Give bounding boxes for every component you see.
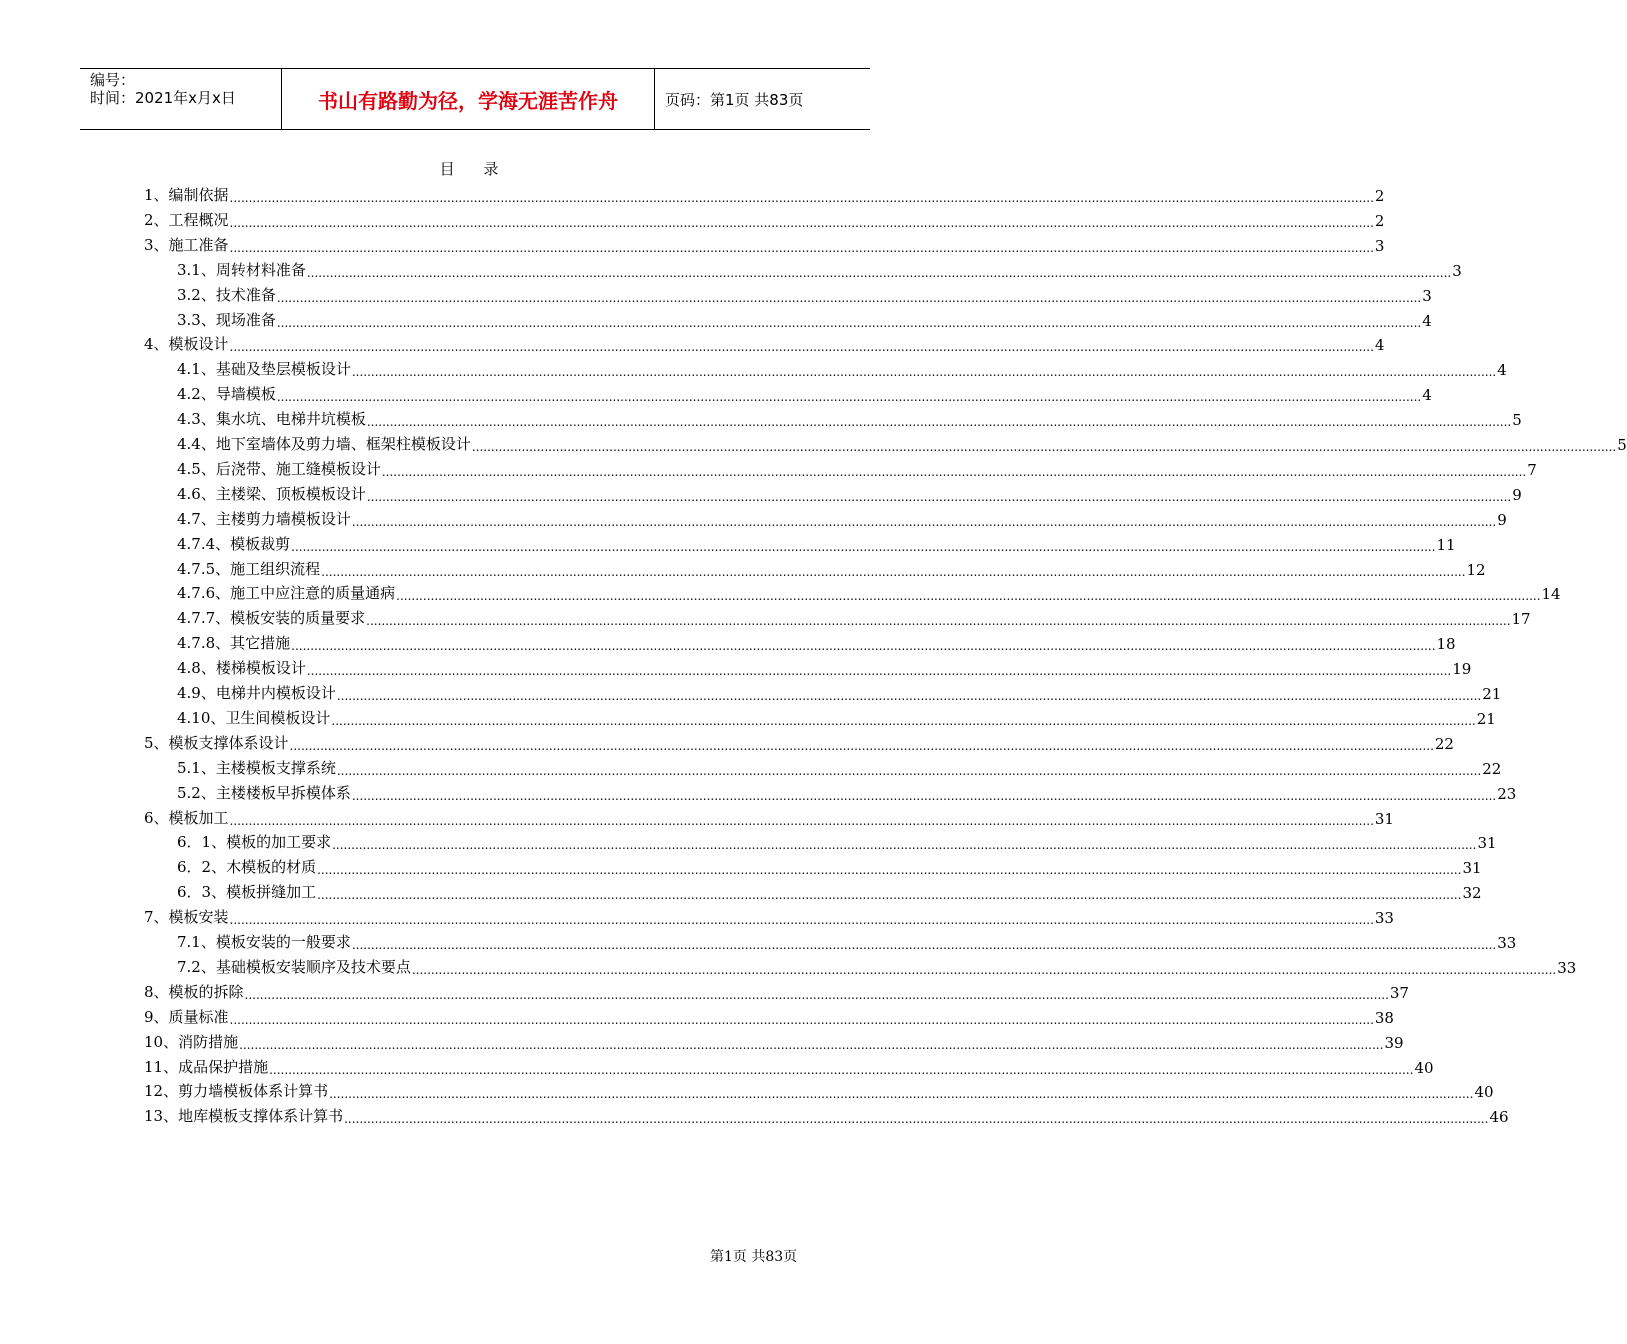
toc-entry-page: 46 — [1489, 1108, 1509, 1127]
toc-entry-page: 4 — [1497, 361, 1507, 380]
toc-entry-page: 31 — [1374, 809, 1394, 828]
toc-entry[interactable] — [177, 704, 1496, 728]
toc-entry[interactable] — [144, 231, 1385, 255]
toc-entry-page: 22 — [1434, 734, 1454, 753]
toc-entry[interactable] — [144, 330, 1385, 355]
toc-entry[interactable] — [177, 878, 1482, 903]
toc-entry-page: 3 — [1422, 286, 1432, 305]
toc-entry[interactable] — [177, 953, 1577, 977]
toc-entry-label: 7、模板安装 — [144, 908, 229, 927]
toc-entry[interactable] — [177, 679, 1502, 703]
toc-leader-dots: ............................................................................................................................................................................................................................................................................................................ — [317, 863, 1462, 878]
toc-entry-label: 12、剪力墙模板体系计算书 — [144, 1082, 329, 1101]
toc-entry[interactable] — [144, 804, 1394, 828]
toc-leader-dots: ............................................................................................................................................................................................................................................................................................................ — [344, 1112, 1489, 1127]
toc-leader-dots: ............................................................................................................................................................................................................................................................................................................ — [351, 788, 1497, 803]
toc-entry-page: 39 — [1384, 1033, 1404, 1052]
toc-title: 目 录 — [439, 160, 511, 178]
toc-leader-dots: ............................................................................................................................................................................................................................................................................................................ — [229, 240, 1374, 255]
toc-entry-page: 21 — [1482, 685, 1502, 703]
toc-entry-label: 11、成品保护措施 — [144, 1057, 269, 1076]
toc-entry-page: 12 — [1466, 560, 1486, 579]
toc-entry-label: 3.3、现场准备 — [177, 310, 276, 329]
toc-leader-dots: ............................................................................................................................................................................................................................................................................................................ — [291, 639, 1436, 654]
toc-entry[interactable] — [177, 579, 1561, 604]
toc-leader-dots: ............................................................................................................................................................................................................................................................................................................ — [276, 390, 1422, 405]
toc-entry-label: 3.1、周转材料准备 — [177, 260, 306, 279]
toc-entry-page: 3 — [1452, 261, 1462, 280]
toc-entry-label: 6、模板加工 — [144, 808, 229, 827]
toc-leader-dots: ............................................................................................................................................................................................................................................................................................................ — [306, 265, 1452, 280]
toc-leader-dots: ............................................................................................................................................................................................................................................................................................................ — [306, 664, 1452, 679]
toc-entry[interactable] — [144, 1003, 1394, 1027]
toc-entry-label: 5.1、主楼模板支撑系统 — [177, 758, 336, 777]
toc-entry[interactable] — [177, 455, 1537, 479]
document-time-label: 时间：2021年x月x日 — [90, 89, 236, 107]
toc-entry-page: 9 — [1512, 485, 1522, 504]
toc-entry-label: 1、编制依据 — [144, 186, 229, 204]
toc-leader-dots: ............................................................................................................................................................................................................................................................................................................ — [229, 340, 1374, 355]
toc-entry-page: 22 — [1482, 759, 1502, 778]
toc-leader-dots: ............................................................................................................................................................................................................................................................................................................ — [351, 938, 1497, 952]
toc-entry-label: 4.7.4、模板裁剪 — [177, 534, 291, 553]
toc-entry-page: 33 — [1374, 909, 1394, 928]
toc-entry[interactable] — [177, 629, 1456, 654]
toc-entry-page: 19 — [1452, 660, 1472, 679]
toc-entry[interactable] — [144, 1102, 1509, 1127]
toc-leader-dots: ............................................................................................................................................................................................................................................................................................................ — [317, 888, 1462, 903]
toc-entry-page: 40 — [1474, 1083, 1494, 1102]
toc-entry-label: 4.3、集水坑、电梯井坑模板 — [177, 410, 366, 429]
toc-entry[interactable] — [177, 555, 1486, 579]
toc-leader-dots: ............................................................................................................................................................................................................................................................................................................ — [276, 315, 1422, 330]
toc-entry-label: 4.7.7、模板安装的质量要求 — [177, 609, 366, 628]
header-meta — [80, 69, 282, 129]
toc-leader-dots: ............................................................................................................................................................................................................................................................................................................ — [366, 415, 1512, 430]
toc-entry-label: 4.2、导墙模板 — [177, 385, 276, 404]
toc-entry[interactable] — [144, 1028, 1404, 1052]
toc-entry-label: 4.10、卫生间模板设计 — [177, 708, 331, 727]
toc-leader-dots: ............................................................................................................................................................................................................................................................................................................ — [396, 589, 1541, 604]
page-header — [80, 68, 870, 130]
toc-leader-dots: ............................................................................................................................................................................................................................................................................................................ — [244, 987, 1389, 1002]
toc-entry-page: 2 — [1374, 187, 1385, 205]
toc-entry-page: 5 — [1617, 436, 1627, 454]
toc-leader-dots: ............................................................................................................................................................................................................................................................................................................ — [351, 514, 1497, 529]
header-motto: 书山有路勤为径，学海无涯苦作舟 — [282, 69, 655, 129]
toc-entry-page: 33 — [1557, 958, 1577, 977]
toc-leader-dots: ............................................................................................................................................................................................................................................................................................................ — [229, 191, 1374, 205]
toc-entry[interactable] — [177, 505, 1507, 529]
toc-leader-dots: ............................................................................................................................................................................................................................................................................................................ — [269, 1062, 1414, 1077]
toc-entry-label: 6．3、模板拼缝加工 — [177, 883, 317, 902]
toc-leader-dots: ............................................................................................................................................................................................................................................................................................................ — [239, 1037, 1384, 1052]
toc-entry-label: 7.2、基础模板安装顺序及技术要点 — [177, 957, 411, 976]
toc-entry-page: 2 — [1374, 211, 1385, 230]
toc-entry-label: 4.8、楼梯模板设计 — [177, 659, 306, 678]
toc-entry-label: 4.5、后浇带、施工缝模板设计 — [177, 459, 381, 478]
toc-entry-label: 4.7.8、其它措施 — [177, 634, 291, 653]
toc-entry[interactable] — [177, 306, 1432, 330]
toc-entry[interactable] — [177, 853, 1482, 878]
toc-entry-page: 11 — [1436, 535, 1456, 554]
toc-entry[interactable] — [177, 281, 1432, 305]
toc-entry[interactable] — [144, 978, 1409, 1002]
toc-entry-label: 8、模板的拆除 — [144, 982, 244, 1001]
toc-entry-label: 9、质量标准 — [144, 1007, 229, 1026]
toc-entry[interactable] — [177, 828, 1497, 853]
toc-entry[interactable] — [177, 405, 1522, 430]
toc-entry-page: 4 — [1422, 311, 1432, 330]
toc-leader-dots: ............................................................................................................................................................................................................................................................................................................ — [329, 1087, 1474, 1102]
toc-entry[interactable] — [144, 903, 1394, 928]
toc-entry-label: 4.1、基础及垫层模板设计 — [177, 360, 351, 379]
toc-entry-label: 4.6、主楼梁、顶板模板设计 — [177, 484, 366, 503]
toc-leader-dots: ............................................................................................................................................................................................................................................................................................................ — [289, 738, 1434, 753]
toc-entry-label: 4.7.5、施工组织流程 — [177, 559, 321, 578]
toc-entry-label: 4、模板设计 — [144, 335, 229, 354]
toc-entry-page: 14 — [1541, 585, 1561, 604]
toc-leader-dots: ............................................................................................................................................................................................................................................................................................................ — [229, 913, 1374, 928]
toc-leader-dots: ............................................................................................................................................................................................................................................................................................................ — [332, 838, 1477, 853]
toc-entry-page: 31 — [1462, 859, 1482, 878]
toc-entry-page: 32 — [1462, 884, 1482, 903]
toc-entry-page: 37 — [1389, 983, 1409, 1002]
toc-leader-dots: ............................................................................................................................................................................................................................................................................................................ — [471, 440, 1617, 454]
toc-entry-page: 23 — [1497, 784, 1517, 803]
toc-entry-page: 21 — [1476, 709, 1496, 728]
toc-entry-page: 31 — [1477, 834, 1497, 853]
toc-entry[interactable] — [144, 181, 1385, 205]
toc-entry-label: 4.4、地下室墙体及剪力墙、框架柱模板设计 — [177, 435, 471, 453]
toc-entry-label: 10、消防措施 — [144, 1032, 239, 1051]
toc-entry[interactable] — [177, 355, 1507, 380]
toc-leader-dots: ............................................................................................................................................................................................................................................................................................................ — [336, 689, 1482, 703]
toc-entry[interactable] — [144, 206, 1385, 230]
toc-leader-dots: ............................................................................................................................................................................................................................................................................................................ — [229, 1012, 1374, 1027]
toc-leader-dots: ............................................................................................................................................................................................................................................................................................................ — [229, 215, 1374, 230]
toc-leader-dots: ............................................................................................................................................................................................................................................................................................................ — [336, 763, 1482, 778]
toc-entry[interactable] — [177, 480, 1522, 504]
toc-entry-label: 6．2、木模板的材质 — [177, 858, 317, 877]
toc-entry-page: 33 — [1497, 934, 1517, 952]
toc-entry[interactable] — [144, 729, 1454, 753]
toc-leader-dots: ............................................................................................................................................................................................................................................................................................................ — [381, 464, 1527, 479]
toc-entry-label: 4.7、主楼剪力墙模板设计 — [177, 509, 351, 528]
page-footer: 第1页 共83页 — [710, 1249, 798, 1265]
toc-entry-page: 9 — [1497, 510, 1507, 529]
toc-entry-page: 17 — [1511, 610, 1531, 629]
toc-entry-label: 3.2、技术准备 — [177, 285, 276, 304]
toc-entry[interactable] — [177, 654, 1472, 679]
toc-leader-dots: ............................................................................................................................................................................................................................................................................................................ — [366, 614, 1511, 629]
toc-entry[interactable] — [177, 754, 1502, 778]
toc-entry-label: 3、施工准备 — [144, 235, 229, 254]
toc-entry[interactable] — [144, 1077, 1494, 1102]
document-number-label: 编号： — [90, 71, 136, 89]
toc-entry-page: 38 — [1374, 1008, 1394, 1027]
toc-entry-label: 13、地库模板支撑体系计算书 — [144, 1107, 344, 1126]
toc-entry[interactable] — [144, 1053, 1434, 1077]
toc-leader-dots: ............................................................................................................................................................................................................................................................................................................ — [351, 365, 1497, 380]
toc-leader-dots: ............................................................................................................................................................................................................................................................................................................ — [331, 713, 1476, 728]
toc-leader-dots: ............................................................................................................................................................................................................................................................................................................ — [321, 564, 1466, 579]
toc-entry-label: 7.1、模板安装的一般要求 — [177, 933, 351, 951]
toc-entry-page: 4 — [1374, 336, 1385, 355]
toc-leader-dots: ............................................................................................................................................................................................................................................................................................................ — [229, 813, 1374, 828]
toc-entry-page: 4 — [1422, 386, 1432, 405]
toc-entry[interactable] — [177, 928, 1517, 952]
toc-entry[interactable] — [177, 530, 1456, 554]
toc-entry[interactable] — [177, 380, 1432, 405]
toc-entry[interactable] — [177, 256, 1462, 280]
toc-entry-page: 18 — [1436, 635, 1456, 654]
toc-entry-page: 5 — [1512, 411, 1522, 430]
toc-leader-dots: ............................................................................................................................................................................................................................................................................................................ — [366, 489, 1512, 504]
toc-leader-dots: ............................................................................................................................................................................................................................................................................................................ — [276, 290, 1422, 305]
toc-entry[interactable] — [177, 430, 1627, 454]
toc-entry-page: 3 — [1374, 236, 1385, 255]
toc-leader-dots: ............................................................................................................................................................................................................................................................................................................ — [291, 539, 1436, 554]
header-page-label: 页码：第1页 共83页 — [665, 90, 804, 109]
toc-entry-page: 40 — [1414, 1058, 1434, 1077]
toc-entry-label: 4.9、电梯井内模板设计 — [177, 684, 336, 702]
toc-entry-label: 4.7.6、施工中应注意的质量通病 — [177, 584, 396, 603]
toc-entry[interactable] — [177, 604, 1531, 629]
toc-entry[interactable] — [177, 779, 1517, 803]
toc-entry-label: 2、工程概况 — [144, 210, 229, 229]
toc-entry-page: 7 — [1527, 460, 1537, 479]
toc-leader-dots: ............................................................................................................................................................................................................................................................................................................ — [411, 962, 1557, 977]
toc-entry-label: 6．1、模板的加工要求 — [177, 833, 332, 852]
toc-entry-label: 5、模板支撑体系设计 — [144, 733, 289, 752]
toc-entry-label: 5.2、主楼楼板早拆模体系 — [177, 783, 351, 802]
